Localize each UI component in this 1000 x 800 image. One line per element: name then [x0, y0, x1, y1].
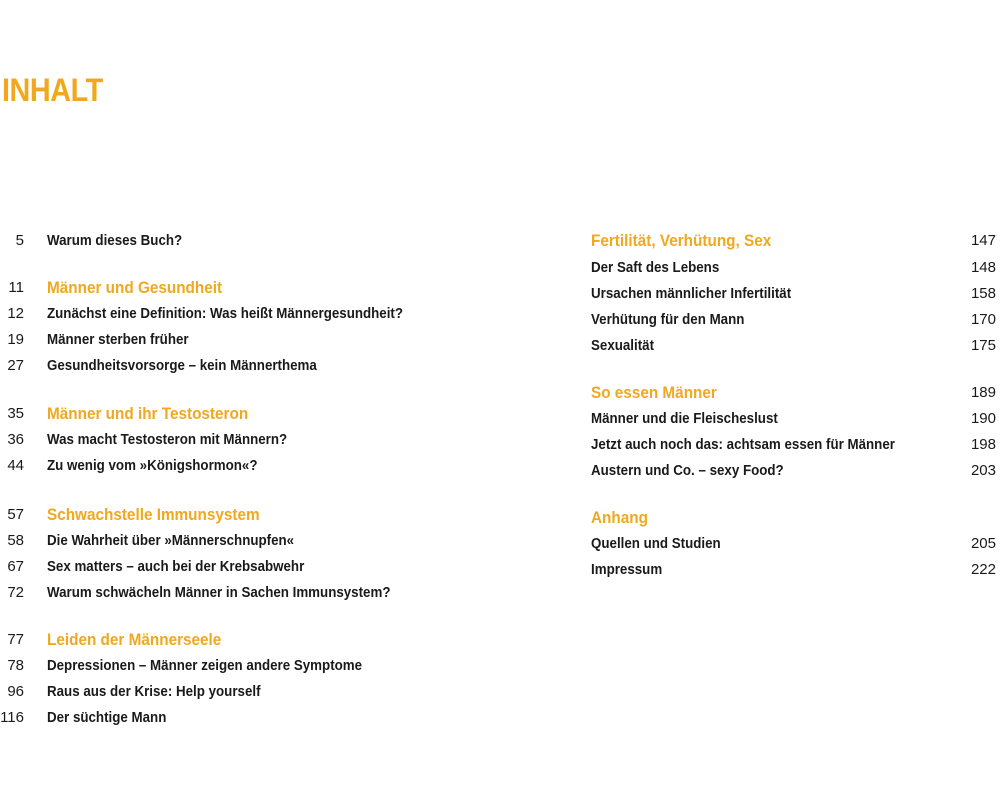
toc-page-number: 57: [7, 506, 24, 523]
toc-entry-title: Männer und die Fleischeslust: [591, 411, 778, 427]
toc-entry-title: Der süchtige Mann: [47, 710, 167, 726]
toc-entry-title: Sex matters – auch bei der Krebsabwehr: [47, 559, 305, 575]
toc-entry-title: Männer sterben früher: [47, 332, 189, 348]
toc-page-number: 148: [970, 259, 996, 276]
toc-page-number: 72: [7, 584, 24, 601]
toc-page-number: 58: [7, 532, 24, 549]
toc-entry-title: Der Saft des Lebens: [591, 260, 720, 276]
toc-section-heading: Anhang: [591, 508, 648, 527]
toc-entry-title: Raus aus der Krise: Help yourself: [47, 684, 261, 700]
toc-entry-title: Verhütung für den Mann: [591, 312, 745, 328]
toc-entry-title: Warum schwächeln Männer in Sachen Immunsystem?: [47, 585, 391, 601]
toc-section-heading: Fertilität, Verhütung, Sex: [591, 231, 772, 250]
toc-page-number: 35: [7, 405, 24, 422]
toc-entry-title: Quellen und Studien: [591, 536, 721, 552]
toc-page-number: 44: [7, 457, 24, 474]
toc-page-number: 78: [7, 657, 24, 674]
toc-page-number: 158: [970, 285, 996, 302]
toc-page-number: 170: [970, 311, 996, 328]
page-title: INHALT: [2, 72, 103, 108]
toc-page-number: 203: [970, 462, 996, 479]
toc-entry-title: Zunächst eine Definition: Was heißt Männergesundheit?: [47, 306, 404, 322]
toc-entry-title: Sexualität: [591, 338, 655, 354]
toc-entry-title: Impressum: [591, 562, 663, 578]
toc-page-number: 175: [970, 337, 996, 354]
toc-section-heading: So essen Männer: [591, 383, 717, 402]
toc-entry-title: Gesundheitsvorsorge – kein Männerthema: [47, 358, 317, 374]
toc-entry-title: Depressionen – Männer zeigen andere Symptome: [47, 658, 363, 674]
toc-page-number: 27: [7, 357, 24, 374]
toc-page-number: 19: [7, 331, 24, 348]
toc-page-number: 205: [970, 535, 996, 552]
toc-page-number: 190: [970, 410, 996, 427]
toc-entry-title: Warum dieses Buch?: [47, 233, 183, 249]
toc-page-number: 5: [15, 232, 24, 249]
toc-section-heading: Schwachstelle Immunsystem: [47, 505, 260, 524]
toc-page-number: 116: [0, 709, 24, 726]
toc-entry-title: Austern und Co. – sexy Food?: [591, 463, 784, 479]
toc-section-heading: Männer und Gesundheit: [47, 278, 223, 297]
toc-entry-title: Was macht Testosteron mit Männern?: [47, 432, 288, 448]
toc-entry-title: Jetzt auch noch das: achtsam essen für Männer: [591, 437, 895, 453]
toc-page-number: 77: [7, 631, 24, 648]
toc-section-heading: Männer und ihr Testosteron: [47, 404, 249, 423]
toc-page-number: 36: [7, 431, 24, 448]
toc-page-number: 189: [970, 384, 996, 401]
toc-entry-title: Zu wenig vom »Königshormon«?: [47, 458, 258, 474]
toc-page-number: 198: [970, 436, 996, 453]
toc-section-heading: Leiden der Männerseele: [47, 630, 222, 649]
toc-page-number: 96: [7, 683, 24, 700]
toc-page-number: 12: [7, 305, 24, 322]
toc-page-number: 11: [8, 279, 24, 296]
toc-page-number: 147: [970, 232, 996, 249]
toc-entry-title: Ursachen männlicher Infertilität: [591, 286, 792, 302]
toc-entry-title: Die Wahrheit über »Männerschnupfen«: [47, 533, 295, 549]
toc-page-number: 67: [7, 558, 24, 575]
toc-page-number: 222: [970, 561, 996, 578]
